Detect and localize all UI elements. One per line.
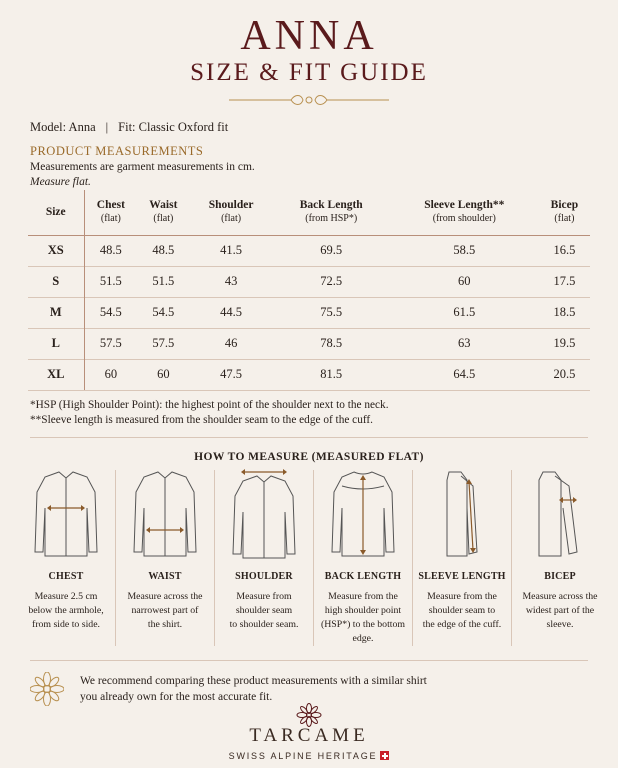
desc-line: Measure 2.5 cm xyxy=(34,591,98,602)
header-label: Back Length xyxy=(299,199,363,212)
sleeve-footnote: **Sleeve length is measured from the shoulder seam to the edge of the cuff. xyxy=(30,414,373,426)
table-row xyxy=(28,297,590,328)
table-cell: 61.5 xyxy=(390,297,539,328)
measure-description xyxy=(20,590,112,632)
row-size: L xyxy=(28,328,84,359)
column-divider xyxy=(511,470,512,646)
header-label: Chest xyxy=(96,199,125,212)
header-back-length xyxy=(273,190,390,235)
header-unit: (flat) xyxy=(221,213,242,225)
table-cell: 54.5 xyxy=(137,297,189,328)
column-divider xyxy=(412,470,413,646)
measure-description xyxy=(317,590,409,646)
table-cell: 57.5 xyxy=(137,328,189,359)
brand-tagline xyxy=(0,751,618,761)
measure-description xyxy=(119,590,211,632)
table-cell: 48.5 xyxy=(137,235,189,266)
table-cell: 63 xyxy=(390,328,539,359)
header-label: Waist xyxy=(149,199,178,212)
shirt-sleeve-length-icon xyxy=(427,468,497,562)
table-cell: 51.5 xyxy=(137,266,189,297)
header-unit: (flat) xyxy=(100,213,121,225)
model-name: Model: Anna xyxy=(30,120,96,134)
desc-line: Measure from the xyxy=(427,591,497,602)
measure-flat-note: Measure flat. xyxy=(30,176,91,188)
header-size: Size xyxy=(28,190,84,235)
table-cell: 18.5 xyxy=(539,297,590,328)
table-cell: 19.5 xyxy=(539,328,590,359)
measure-description xyxy=(416,590,508,632)
model-separator: | xyxy=(105,120,109,134)
model-line xyxy=(30,120,228,135)
table-cell: 46 xyxy=(190,328,273,359)
recommendation-line-1: We recommend comparing these product measurements with a similar shirt xyxy=(80,675,427,687)
desc-line: the edge of the cuff. xyxy=(422,619,502,630)
column-divider xyxy=(115,470,116,646)
desc-line: Measure across the xyxy=(522,591,598,602)
header-unit: (flat) xyxy=(153,213,174,225)
desc-line: Measure from xyxy=(236,591,292,602)
header-unit: (from HSP*) xyxy=(305,213,358,225)
table-cell: 17.5 xyxy=(539,266,590,297)
header-shoulder xyxy=(190,190,273,235)
measure-name: SHOULDER xyxy=(235,571,293,582)
desc-line: widest part of the xyxy=(525,605,595,616)
hsp-footnote: *HSP (High Shoulder Point): the highest point of the shoulder next to the neck. xyxy=(30,399,389,411)
table-cell: 75.5 xyxy=(273,297,390,328)
column-divider xyxy=(214,470,215,646)
desc-line: below the armhole, xyxy=(28,605,104,616)
measure-item-chest xyxy=(20,468,112,646)
shirt-chest-icon xyxy=(31,468,101,562)
recommendation-line-2: you already own for the most accurate fit. xyxy=(80,691,273,703)
table-cell: 78.5 xyxy=(273,328,390,359)
desc-line: the shirt. xyxy=(147,619,183,630)
desc-line: sleeve. xyxy=(546,619,574,630)
desc-line: narrowest part of xyxy=(131,605,199,616)
section-title-product-measurements: PRODUCT MEASUREMENTS xyxy=(30,144,204,158)
measure-description xyxy=(514,590,606,632)
table-cell: 43 xyxy=(190,266,273,297)
table-cell: 44.5 xyxy=(190,297,273,328)
edelweiss-logo-icon xyxy=(296,703,322,727)
shirt-back-length-icon xyxy=(328,468,398,562)
measure-description xyxy=(218,590,310,632)
measure-item-bicep xyxy=(514,468,606,646)
header-waist xyxy=(137,190,189,235)
table-cell: 60 xyxy=(390,266,539,297)
header-chest xyxy=(84,190,137,235)
header-unit: (flat) xyxy=(554,213,575,225)
desc-line: (HSP*) to the bottom xyxy=(320,619,406,630)
desc-line: edge. xyxy=(352,633,374,644)
swiss-flag-icon xyxy=(380,751,389,760)
table-cell: 69.5 xyxy=(273,235,390,266)
brand-name: TARCAME xyxy=(249,725,369,746)
shirt-shoulder-icon xyxy=(229,468,299,562)
header-unit: (from shoulder) xyxy=(432,213,496,225)
table-cell: 20.5 xyxy=(539,359,590,390)
header-sleeve-length xyxy=(390,190,539,235)
table-cell: 16.5 xyxy=(539,235,590,266)
desc-line: high shoulder point xyxy=(324,605,402,616)
table-cell: 72.5 xyxy=(273,266,390,297)
table-row xyxy=(28,359,590,390)
shirt-bicep-icon xyxy=(525,468,595,562)
measure-item-sleeve-length xyxy=(416,468,508,646)
table-cell: 54.5 xyxy=(84,297,137,328)
fit-name: Fit: Classic Oxford fit xyxy=(118,120,229,134)
table-cell: 58.5 xyxy=(390,235,539,266)
ornament-divider-icon xyxy=(229,92,389,108)
header-label: Bicep xyxy=(550,199,579,212)
desc-line: shoulder seam to xyxy=(428,605,496,616)
page-title: ANNA xyxy=(240,13,378,59)
table-header-row xyxy=(28,190,590,235)
table-cell: 81.5 xyxy=(273,359,390,390)
row-size: XS xyxy=(28,235,84,266)
measure-item-waist xyxy=(119,468,211,646)
table-cell: 47.5 xyxy=(190,359,273,390)
shirt-waist-icon xyxy=(130,468,200,562)
table-cell: 57.5 xyxy=(84,328,137,359)
header-bicep xyxy=(539,190,590,235)
measure-item-shoulder xyxy=(218,468,310,646)
measure-name: BICEP xyxy=(544,571,576,582)
header-label: Sleeve Length** xyxy=(424,199,505,212)
table-row xyxy=(28,235,590,266)
how-to-measure-title: HOW TO MEASURE (MEASURED FLAT) xyxy=(194,451,424,463)
desc-line: to shoulder seam. xyxy=(229,619,299,630)
table-row xyxy=(28,266,590,297)
table-cell: 60 xyxy=(137,359,189,390)
row-size: XL xyxy=(28,359,84,390)
desc-line: from side to side. xyxy=(31,619,101,630)
header-label: Shoulder xyxy=(208,199,254,212)
measure-item-back-length xyxy=(317,468,409,646)
divider xyxy=(30,660,588,661)
row-size: S xyxy=(28,266,84,297)
column-divider xyxy=(313,470,314,646)
measure-name: CHEST xyxy=(48,571,84,582)
edelweiss-icon xyxy=(30,672,64,706)
measure-name: SLEEVE LENGTH xyxy=(418,571,506,582)
table-cell: 64.5 xyxy=(390,359,539,390)
measure-name: BACK LENGTH xyxy=(324,571,402,582)
desc-line: Measure from the xyxy=(328,591,398,602)
desc-line: shoulder seam xyxy=(235,605,293,616)
tagline-text: SWISS ALPINE HERITAGE xyxy=(228,751,378,761)
table-row xyxy=(28,328,590,359)
page-subtitle: SIZE & FIT GUIDE xyxy=(190,59,428,86)
divider xyxy=(30,437,588,438)
table-cell: 41.5 xyxy=(190,235,273,266)
measurement-note: Measurements are garment measurements in cm. xyxy=(30,161,255,173)
row-size: M xyxy=(28,297,84,328)
table-cell: 48.5 xyxy=(84,235,137,266)
table-cell: 51.5 xyxy=(84,266,137,297)
desc-line: Measure across the xyxy=(127,591,203,602)
size-table xyxy=(28,190,590,391)
measure-name: WAIST xyxy=(148,571,182,582)
table-cell: 60 xyxy=(84,359,137,390)
